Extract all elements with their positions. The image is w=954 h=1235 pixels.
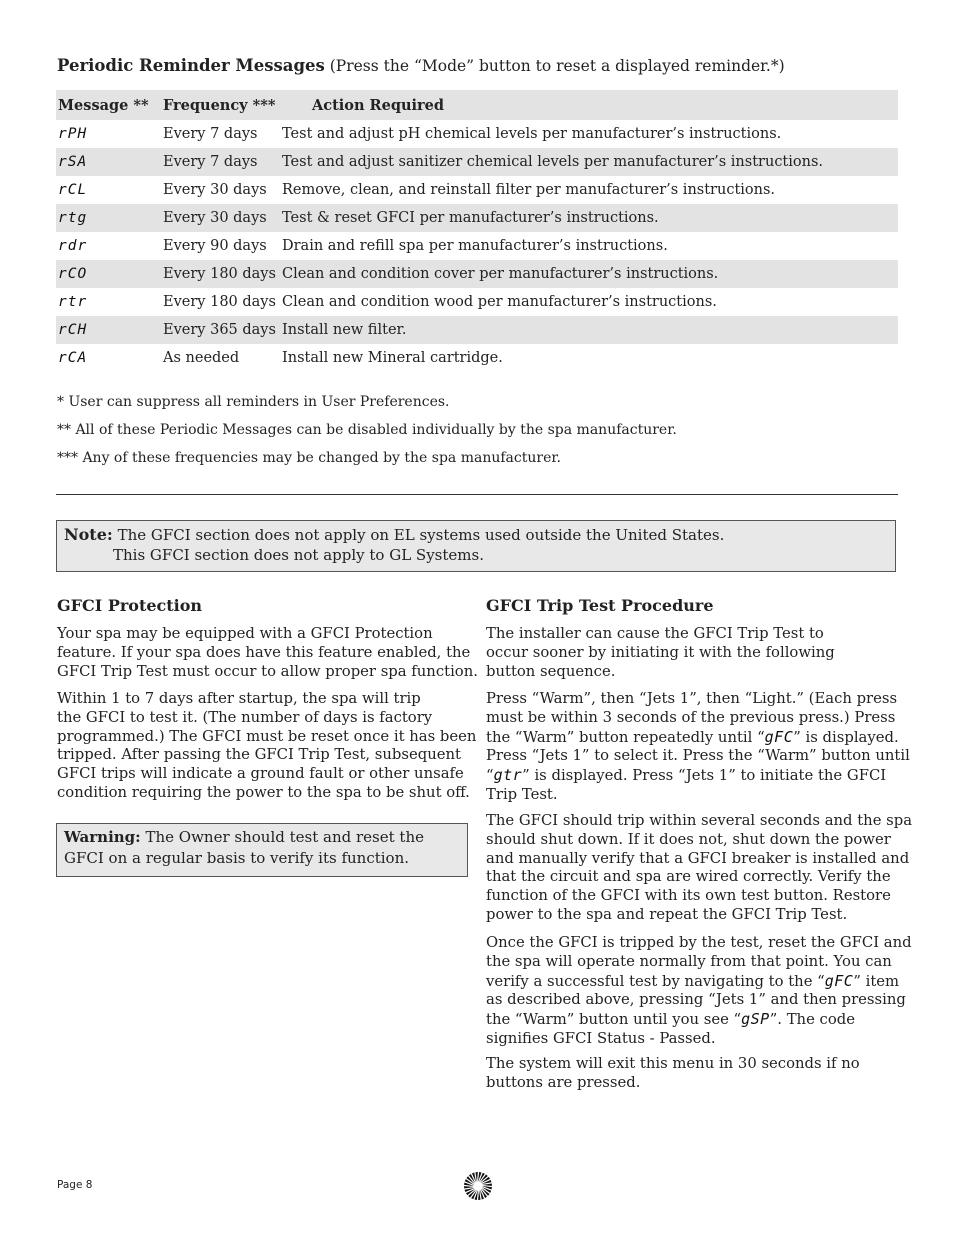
text-line: condition requiring the power to the spa to be shut off. (57, 783, 470, 801)
footnote-1: * User can suppress all reminders in User Preferences. (57, 394, 450, 410)
frequency-cell: Every 180 days (163, 294, 276, 310)
column-header-frequency: Frequency *** (163, 90, 282, 120)
logo-ray (475, 1172, 477, 1182)
logo-ray (482, 1183, 492, 1185)
footnote-3: *** Any of these frequencies may be changed by the spa manufacturer. (57, 450, 561, 466)
text-line: as described above, pressing “Jets 1” and then pressing (486, 991, 906, 1009)
column-header-action: Action Required (282, 90, 898, 120)
text-line: Your spa may be equipped with a GFCI Protection (57, 625, 433, 642)
text-line: programmed.) The GFCI must be reset once it has been (57, 727, 477, 745)
logo-ray (478, 1190, 480, 1200)
table-header-row (56, 90, 898, 120)
text-line: Within 1 to 7 days after startup, the spa will trip (57, 690, 421, 707)
action-cell: Test and adjust pH chemical levels per manufacturer’s instructions. (282, 126, 782, 142)
message-code: rCA (58, 350, 88, 366)
trip-test-heading: GFCI Trip Test Procedure (486, 596, 714, 615)
frequency-cell: Every 180 days (163, 260, 282, 288)
lcd-code-gsp: gSP (741, 1010, 770, 1029)
text-line: The GFCI should trip within several seconds and the spa (486, 812, 913, 829)
text-fragment: ”. The code (769, 1011, 855, 1029)
column-header-message: Message ** (56, 90, 163, 120)
text-line (486, 1010, 912, 1030)
text-line: signifies GFCI Status - Passed. (486, 1029, 716, 1047)
text-fragment: “ (486, 767, 494, 785)
text-line: occur sooner by initiating it with the following (486, 643, 835, 661)
action-cell: Clean and condition cover per manufacturer’s instructions. (282, 260, 898, 288)
footnote-2: ** All of these Periodic Messages can be disabled individually by the spa manufacturer. (57, 422, 677, 438)
text-line: tripped. After passing the GFCI Trip Test, subsequent (57, 746, 461, 764)
text-line: Trip Test. (486, 785, 558, 803)
text-line: that the circuit and spa are wired correctly. Verify the (486, 868, 891, 886)
text-line: Press “Jets 1” to select it. Press the “Warm” button until (486, 747, 910, 765)
page-number: Page 8 (57, 1179, 93, 1191)
message-code: rtr (58, 294, 88, 310)
reminder-table (56, 90, 898, 372)
frequency-cell: Every 30 days (163, 204, 282, 232)
text-line: should shut down. If it does not, shut down the power (486, 830, 891, 848)
action-cell: Test and adjust sanitizer chemical levels per manufacturer’s instructions. (282, 148, 898, 176)
note-box (56, 520, 896, 572)
text-line (486, 728, 910, 748)
lcd-code-gfc: gFC (764, 727, 794, 746)
warning-text: The Owner should test and reset the GFCI on a regular basis to verify its function. (64, 828, 424, 867)
action-cell: Remove, clean, and reinstall filter per manufacturer’s instructions. (282, 182, 776, 198)
section-title (57, 56, 785, 75)
table-row (56, 120, 898, 148)
text-fragment: the “Warm” button until you see “ (486, 1011, 742, 1029)
text-line: Press “Warm”, then “Jets 1”, then “Light.” (Each press (486, 690, 898, 707)
text-line: and manually verify that a GFCI breaker is installed and (486, 849, 910, 867)
text-line: GFCI Trip Test must occur to allow proper spa function. (57, 662, 478, 680)
text-line: the spa will operate normally from that point. You can (486, 952, 892, 970)
action-cell: Install new Mineral cartridge. (282, 350, 503, 366)
text-line (486, 766, 910, 786)
divider (56, 494, 898, 495)
lcd-code-gtr: gtr (493, 766, 523, 785)
frequency-cell: Every 7 days (163, 126, 258, 142)
text-fragment: ” item (853, 972, 900, 990)
table-row (56, 204, 898, 232)
text-line: GFCI trips will indicate a ground fault or other unsafe (57, 765, 464, 783)
gfci-protection-para-1 (57, 625, 478, 681)
text-line: Once the GFCI is tripped by the test, reset the GFCI and (486, 934, 912, 951)
table-row (56, 344, 898, 372)
text-line: buttons are pressed. (486, 1073, 641, 1091)
starburst-logo-svg (463, 1171, 493, 1201)
action-cell: Test & reset GFCI per manufacturer’s instructions. (282, 204, 898, 232)
gfci-protection-heading: GFCI Protection (57, 596, 203, 615)
frequency-cell: Every 7 days (163, 148, 282, 176)
table-row (56, 260, 898, 288)
note-text-1: The GFCI section does not apply on EL systems used outside the United States. (117, 526, 725, 544)
frequency-cell: As needed (163, 350, 240, 366)
message-code: rSA (56, 148, 163, 176)
logo-ray (464, 1186, 474, 1188)
message-code: rPH (58, 126, 88, 142)
message-code: rCL (58, 182, 88, 198)
text-line: The installer can cause the GFCI Trip Test to (486, 625, 824, 642)
reminder-subtitle: (Press the “Mode” button to reset a displayed reminder.*) (329, 57, 785, 75)
gfci-protection-para-2 (57, 690, 476, 803)
text-line: The system will exit this menu in 30 seconds if no (486, 1055, 860, 1072)
text-fragment: ” is displayed. (793, 728, 899, 746)
text-line: the GFCI to test it. (The number of days is factory (57, 708, 433, 726)
trip-test-para-2 (486, 690, 910, 805)
table-row (56, 176, 898, 204)
reminder-title: Periodic Reminder Messages (57, 56, 325, 75)
trip-test-para-4 (486, 934, 912, 1049)
message-code: rdr (58, 238, 88, 254)
action-cell: Drain and refill spa per manufacturer’s instructions. (282, 238, 668, 254)
warning-box (56, 823, 468, 877)
lcd-code-gfc: gFC (824, 971, 854, 990)
action-cell: Clean and condition wood per manufacturer’s instructions. (282, 294, 717, 310)
message-code: rCH (56, 316, 163, 344)
text-line (486, 972, 912, 992)
note-line-2: This GFCI section does not apply to GL Systems. (113, 546, 484, 564)
text-line: function of the GFCI with its own test button. Restore (486, 887, 891, 905)
table-row (56, 316, 898, 344)
text-fragment: ” is displayed. Press “Jets 1” to initiate the GFCI (522, 767, 887, 785)
message-code: rtg (56, 204, 163, 232)
warning-label: Warning: (64, 828, 141, 846)
starburst-logo-icon (463, 1171, 493, 1201)
trip-test-para-3 (486, 812, 912, 925)
trip-test-para-1 (486, 625, 835, 681)
text-fragment: verify a successful test by navigating to the “ (486, 972, 825, 990)
text-line: power to the spa and repeat the GFCI Trip Test. (486, 905, 848, 923)
frequency-cell: Every 30 days (163, 182, 267, 198)
action-cell: Install new filter. (282, 316, 898, 344)
text-fragment: the “Warm” button repeatedly until “ (486, 728, 765, 746)
table-row (56, 232, 898, 260)
frequency-cell: Every 90 days (163, 238, 267, 254)
message-code: rCO (56, 260, 163, 288)
table-row (56, 288, 898, 316)
table-row (56, 148, 898, 176)
text-line: feature. If your spa does have this feature enabled, the (57, 643, 471, 661)
text-line: must be within 3 seconds of the previous press.) Press (486, 708, 896, 726)
frequency-cell: Every 365 days (163, 316, 282, 344)
note-line-1 (64, 525, 724, 544)
text-line: button sequence. (486, 662, 616, 680)
note-label: Note: (64, 525, 113, 544)
trip-test-para-5 (486, 1055, 860, 1093)
